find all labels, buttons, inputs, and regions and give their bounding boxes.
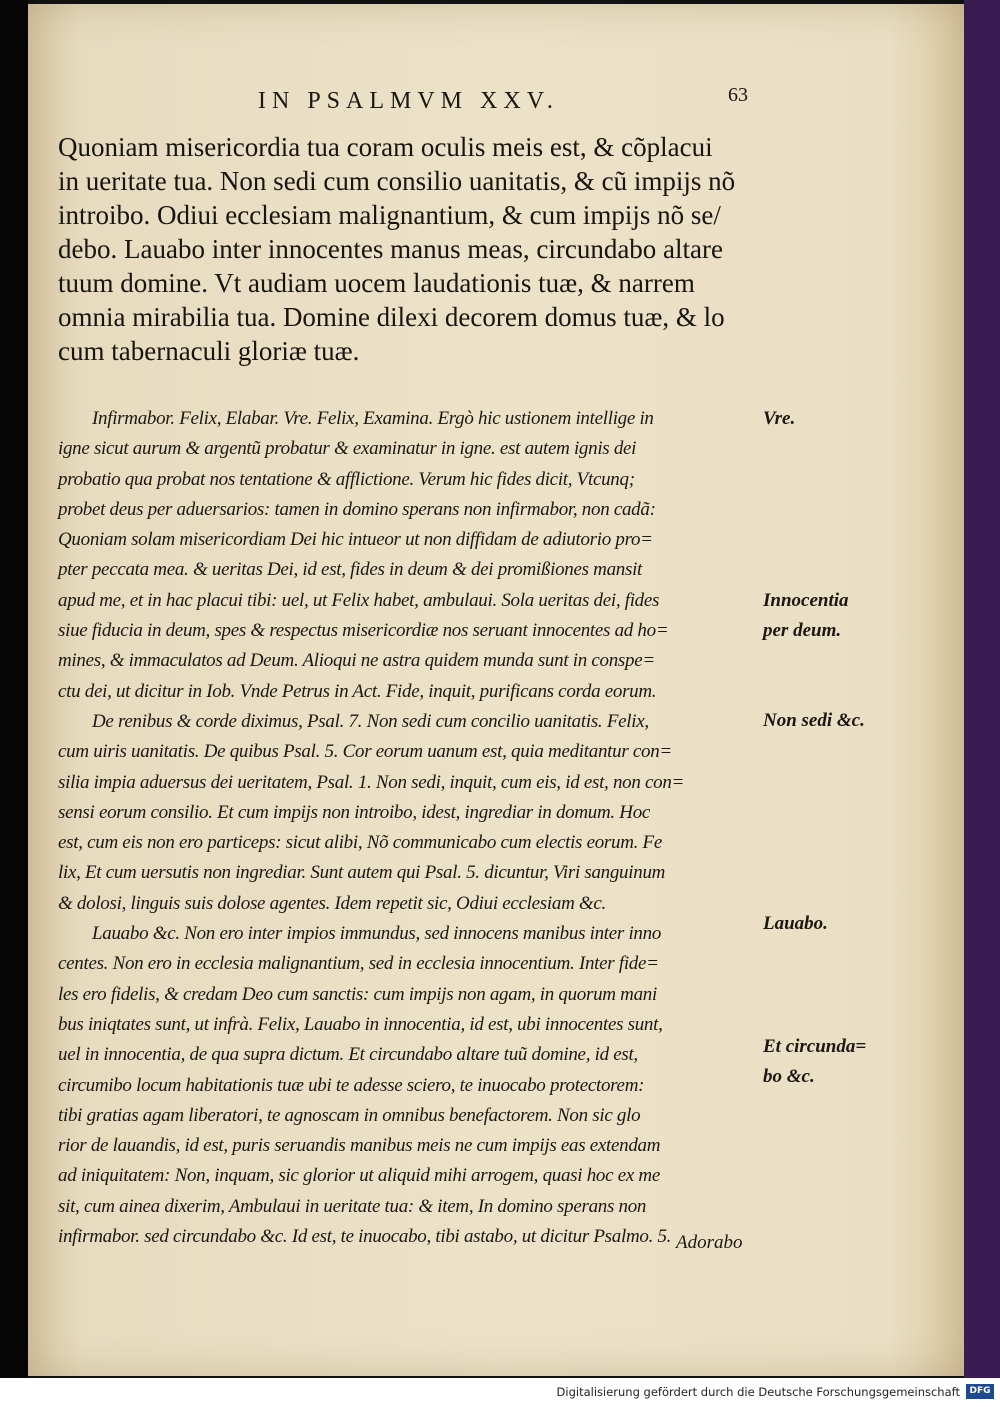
commentary-line: probatio qua probat nos tentatione & afflictione. Verum hic fides dicit, Vtcunq; bbox=[58, 468, 635, 490]
commentary-line: sit, cum ainea dixerim, Ambulaui in ueritate tua: & item, In domino sperans non bbox=[58, 1195, 647, 1217]
running-head: IN PSALMVM XXV. bbox=[258, 88, 559, 114]
commentary-line: rior de lauandis, id est, puris seruandis manibus meis ne cum impijs eas extendam bbox=[58, 1135, 661, 1157]
commentary-line: tibi gratias agam liberatori, te agnoscam in omnibus benefactorem. Non sic glo bbox=[58, 1104, 641, 1126]
marginal-note-lauabo: Lauabo. bbox=[763, 913, 828, 934]
psalm-line: debo. Lauabo inter innocentes manus meas, circundabo altare bbox=[58, 234, 723, 264]
marginal-note-non-sedi: Non sedi &c. bbox=[763, 710, 865, 731]
commentary-line: mines, & immaculatos ad Deum. Alioqui ne astra quidem munda sunt in conspe= bbox=[58, 650, 655, 672]
psalm-line: tuum domine. Vt audiam uocem laudationis tuæ, & narrem bbox=[58, 268, 695, 298]
commentary-line: Quoniam solam misericordiam Dei hic intueor ut non diffidam de adiutorio pro= bbox=[58, 529, 653, 551]
commentary-line: & dolosi, linguis suis dolose agentes. Idem repetit sic, Odiui ecclesiam &c. bbox=[58, 892, 606, 914]
folio-number: 63 bbox=[728, 84, 748, 106]
dfg-logo: DFG bbox=[966, 1384, 994, 1399]
commentary-line: uel in innocentia, de qua supra dictum. Et circundabo altare tuũ domine, id est, bbox=[58, 1044, 638, 1066]
psalm-line: cum tabernaculi gloriæ tuæ. bbox=[58, 336, 360, 366]
psalm-line: in ueritate tua. Non sedi cum consilio uanitatis, & cũ impijs nõ bbox=[58, 166, 736, 196]
commentary-line: lix, Et cum uersutis non ingrediar. Sunt autem qui Psal. 5. dicuntur, Viri sanguinum bbox=[58, 862, 666, 884]
scan-edge-right bbox=[964, 0, 1000, 1378]
psalm-line: introibo. Odiui ecclesiam malignantium, & cum impijs nõ se/ bbox=[58, 200, 721, 230]
commentary-line: Infirmabor. Felix, Elabar. Vre. Felix, Examina. Ergò hic ustionem intellige in bbox=[92, 408, 654, 429]
commentary-line: pter peccata mea. & ueritas Dei, id est, fides in deum & dei promißiones mansit bbox=[58, 559, 643, 581]
commentary-block bbox=[58, 404, 790, 1252]
marginal-note-et-circundabo: Et circunda= bo &c. bbox=[763, 1036, 867, 1087]
commentary-line: ctu dei, ut dicitur in Iob. Vnde Petrus in Act. Fide, inquit, purificans corda eorum. bbox=[58, 680, 657, 702]
psalm-line: Quoniam misericordia tua coram oculis meis est, & cõplacui bbox=[58, 132, 713, 162]
commentary-line: ad iniquitatem: Non, inquam, sic glorior ut aliquid mihi arrogem, quasi hoc ex me bbox=[58, 1165, 660, 1187]
commentary-line: De renibus & corde diximus, Psal. 7. Non sedi cum concilio uanitatis. Felix, bbox=[92, 710, 649, 732]
commentary-line: siue fiducia in deum, spes & respectus misericordiæ nos seruant innocentes ad ho= bbox=[58, 620, 669, 642]
commentary-line: infirmabor. sed circundabo &c. Id est, te inuocabo, tibi astabo, ut dicitur Psalmo. 5. bbox=[58, 1226, 672, 1248]
psalm-line: omnia mirabilia tua. Domine dilexi decorem domus tuæ, & lo bbox=[58, 302, 725, 332]
commentary-line: circumibo locum habitationis tuæ ubi te adesse sciero, te inuocabo protectorem: bbox=[58, 1074, 645, 1096]
commentary-line: est, cum eis non ero particeps: sicut alibi, Nõ communicabo cum electis eorum. Fe bbox=[58, 832, 662, 854]
funding-credit: Digitalisierung gefördert durch die Deutsche Forschungsgemeinschaft bbox=[556, 1385, 960, 1399]
footer-bar bbox=[0, 1378, 1000, 1407]
commentary-line: bus iniqtates sunt, ut infrà. Felix, Lauabo in innocentia, id est, ubi innocentes sunt, bbox=[58, 1013, 663, 1035]
marginal-note-innocentia: Innocentia per deum. bbox=[763, 590, 849, 641]
book-page bbox=[28, 4, 964, 1376]
commentary-line: probet deus per aduersarios: tamen in domino sperans non infirmabor, non cadã: bbox=[58, 498, 656, 520]
commentary-line: centes. Non ero in ecclesia malignantium, sed in ecclesia innocentium. Inter fide= bbox=[58, 953, 659, 975]
commentary-line: sensi eorum consilio. Et cum impijs non introibo, idest, ingrediar in domum. Hoc bbox=[58, 801, 651, 823]
commentary-line: Lauabo &c. Non ero inter impios immundus, sed innocens manibus inter inno bbox=[92, 923, 662, 945]
scan-edge-left bbox=[0, 0, 28, 1378]
commentary-line: silia impia aduersus dei ueritatem, Psal. 1. Non sedi, inquit, cum eis, id est, non con= bbox=[58, 771, 685, 793]
commentary-line: igne sicut aurum & argentũ probatur & examinatur in igne. est autem ignis dei bbox=[58, 438, 637, 460]
catchword: Adorabo bbox=[676, 1232, 743, 1253]
commentary-line: cum uiris uanitatis. De quibus Psal. 5. Cor eorum uanum est, quia meditantur con= bbox=[58, 741, 672, 763]
psalm-text-block bbox=[58, 130, 788, 368]
commentary-line: les ero fidelis, & credam Deo cum sanctis: cum impijs non agam, in quorum mani bbox=[58, 983, 657, 1005]
commentary-line: apud me, et in hac placui tibi: uel, ut Felix habet, ambulaui. Sola ueritas dei, fides bbox=[58, 589, 660, 611]
marginal-note-vre: Vre. bbox=[763, 408, 796, 429]
